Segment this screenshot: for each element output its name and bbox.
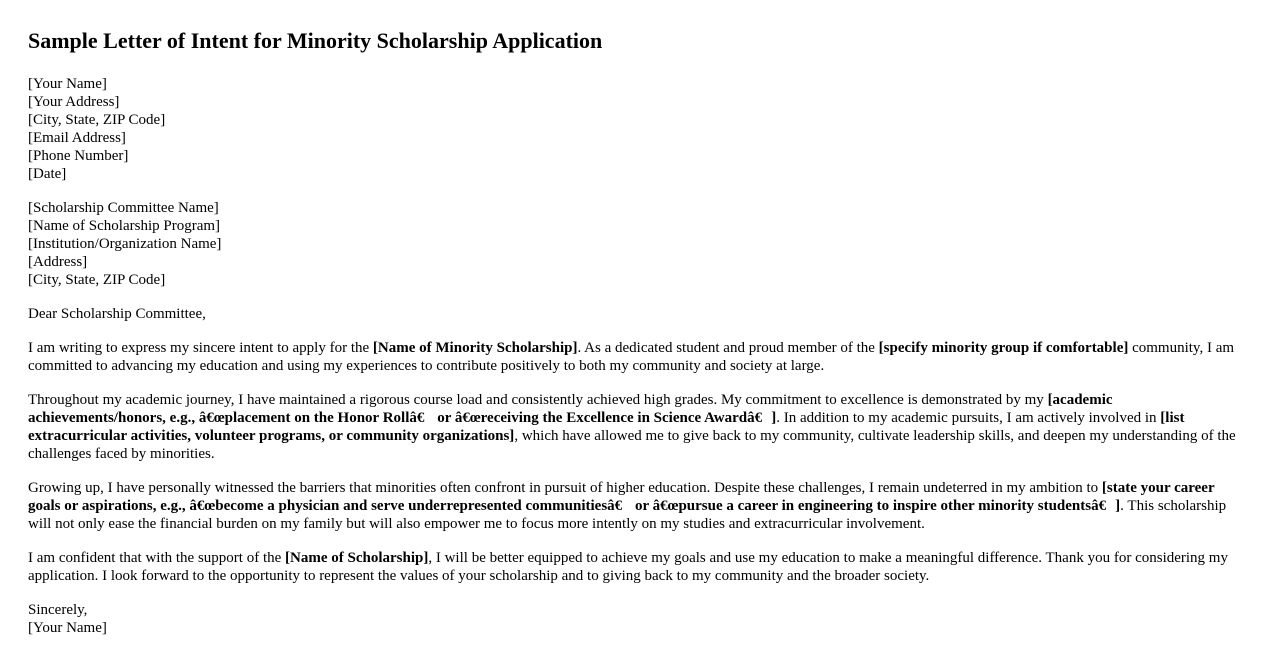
paragraph-text: . This scholarship will not only ease the financial burden on my family but will also empower me to focus more intently on my studies and extracurricular involvement.: [28, 498, 1227, 532]
paragraph-text: . In addition to my academic pursuits, I am actively involved in: [776, 410, 1161, 426]
recipient-city-state-zip: [City, State, ZIP Code]: [28, 272, 166, 288]
paragraph-academics: [28, 391, 1250, 463]
recipient-committee: [Scholarship Committee Name]: [28, 200, 219, 216]
paragraph-text: Growing up, I have personally witnessed the barriers that minorities often confront in pursuit of higher education. Despite these challenges, I remain undeterred in my ambition to: [28, 480, 1102, 496]
sender-address: [Your Address]: [28, 94, 120, 110]
recipient-institution: [Institution/Organization Name]: [28, 236, 222, 252]
placeholder-achievements: [academic achievements/honors, e.g., â€œplacement on the Honor Rollâ€ or â€œreceiving the Excellence in Science Awardâ€]: [28, 392, 1113, 426]
signature-block: [28, 601, 1250, 637]
paragraph-text: . As a dedicated student and proud member of the: [577, 340, 879, 356]
placeholder-scholarship: [Name of Scholarship]: [285, 550, 429, 566]
sender-phone: [Phone Number]: [28, 148, 129, 164]
recipient-block: [28, 199, 1250, 289]
sender-city-state-zip: [City, State, ZIP Code]: [28, 112, 166, 128]
sender-name: [Your Name]: [28, 76, 107, 92]
sender-email: [Email Address]: [28, 130, 126, 146]
salutation: Dear Scholarship Committee,: [28, 306, 206, 322]
recipient-address: [Address]: [28, 254, 88, 270]
paragraph-closing: [28, 549, 1250, 585]
recipient-program: [Name of Scholarship Program]: [28, 218, 221, 234]
page-title: Sample Letter of Intent for Minority Scholarship Application: [28, 28, 603, 53]
paragraph-text: I am writing to express my sincere intent to apply for the: [28, 340, 373, 356]
placeholder-minority-group: [specify minority group if comfortable]: [878, 340, 1129, 356]
paragraph-goals: [28, 479, 1250, 533]
sender-block: [28, 75, 1250, 183]
paragraph-intro: [28, 339, 1250, 375]
placeholder-extracurriculars: [list extracurricular activities, volunteer programs, or community organizations]: [28, 410, 1185, 444]
paragraph-text: Throughout my academic journey, I have maintained a rigorous course load and consistently achieved high grades. My commitment to excellence is demonstrated by my: [28, 392, 1048, 408]
paragraph-text: community, I am committed to advancing my education and using my experiences to contribute positively to both my community and society at large.: [28, 340, 1235, 374]
paragraph-text: I am confident that with the support of the: [28, 550, 286, 566]
closing-word: Sincerely,: [28, 602, 88, 618]
signature-name: [Your Name]: [28, 620, 107, 636]
paragraph-text: , I will be better equipped to achieve my goals and use my education to make a meaningful difference. Thank you for considering my application. I look forward to the opportunity to represent the values of your scholarship and to giving back to my community and the broader society.: [28, 550, 1228, 584]
paragraph-text: , which have allowed me to give back to my community, cultivate leadership skills, and deepen my understanding of the challenges faced by minorities.: [28, 428, 1236, 462]
placeholder-career-goals: [state your career goals or aspirations, e.g., â€œbecome a physician and serve underrepresented communitiesâ€ or â€œpursue a career in engineering to inspire other minority studentsâ€]: [28, 480, 1215, 514]
placeholder-scholarship-name: [Name of Minority Scholarship]: [372, 340, 578, 356]
sender-date: [Date]: [28, 166, 67, 182]
